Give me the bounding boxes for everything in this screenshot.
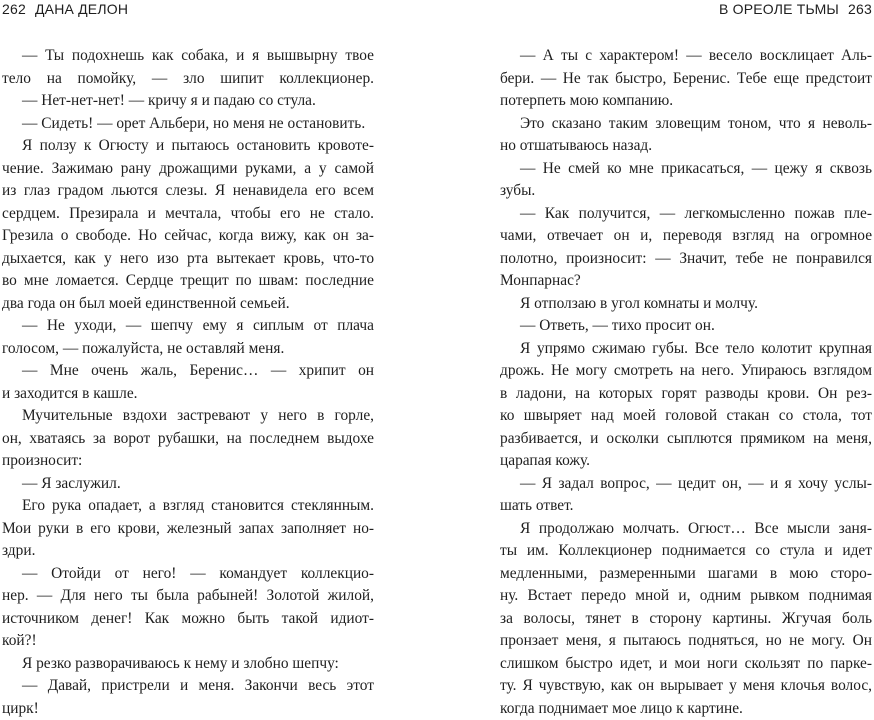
- text-line: Я ползу к Огюсту и пытаюсь остановить кровоте-: [2, 135, 374, 158]
- text-line: но отшатываюсь назад.: [500, 135, 872, 158]
- text-line: шать ответ.: [500, 495, 872, 518]
- text-line: — Отойди от него! — командует коллекцио-: [2, 563, 374, 586]
- text-line: чами, отвечает он и, переводя взгляд на огромное: [500, 225, 872, 248]
- text-line: нер. — Для него ты была рабыней! Золотой жилой,: [2, 585, 374, 608]
- text-line: во мне ломается. Сердце трещит по швам: последние: [2, 270, 374, 293]
- text-line: голосом, — пожалуйста, не оставляй меня.: [2, 338, 374, 361]
- right-page-text: [500, 45, 872, 720]
- text-line: потерпеть мою компанию.: [500, 90, 872, 113]
- text-line: тело на помойку, — зло шипит коллекционер.: [2, 68, 374, 91]
- text-line: сердцем. Презирала и мечтала, чтобы его не стало.: [2, 203, 374, 226]
- text-line: Я резко разворачиваюсь к нему и злобно шепчу:: [2, 653, 374, 676]
- text-line: здри.: [2, 540, 374, 563]
- text-line: дыхается, как у него изо рта вытекает кровь, что-то: [2, 248, 374, 271]
- book-title: В ОРЕОЛЕ ТЬМЫ: [719, 1, 839, 17]
- text-line: разбивается, и осколки сыплются прямиком на меня,: [500, 428, 872, 451]
- text-line: — Я заслужил.: [2, 473, 374, 496]
- left-page-number: 262: [2, 1, 26, 17]
- text-line: — Сидеть! — орет Альбери, но меня не остановить.: [2, 113, 374, 136]
- text-line: два года он был моей единственной семьей.: [2, 293, 374, 316]
- text-line: кой?!: [2, 630, 374, 653]
- text-line: бери. — Не так быстро, Беренис. Тебе еще предстоит: [500, 68, 872, 91]
- text-line: — Мне очень жаль, Беренис… — хрипит он: [2, 360, 374, 383]
- text-line: и заходится в кашле.: [2, 383, 374, 406]
- text-line: полотно, произносит: — Значит, тебе не понравился: [500, 248, 872, 271]
- text-line: — Как получится, — легкомысленно пожав пле-: [500, 203, 872, 226]
- text-line: за волосы, тянет в сторону картины. Жгучая боль: [500, 608, 872, 631]
- text-line: Я упрямо сжимаю губы. Все тело колотит крупная: [500, 338, 872, 361]
- text-line: Монпарнас?: [500, 270, 872, 293]
- text-line: в ладони, на которых горят разводы крови. Он рез-: [500, 383, 872, 406]
- text-line: — Не уходи, — шепчу ему я сиплым от плача: [2, 315, 374, 338]
- text-line: — Я задал вопрос, — цедит он, — и я хочу услы-: [500, 473, 872, 496]
- text-line: произносит:: [2, 450, 374, 473]
- left-page-text: [2, 45, 374, 720]
- text-line: он, хватаясь за ворот рубашки, на последнем выдохе: [2, 428, 374, 451]
- text-line: слишком быстро идет, и мои ноги скользят по парке-: [500, 653, 872, 676]
- text-line: — Давай, пристрели и меня. Закончи весь этот: [2, 675, 374, 698]
- text-line: ну. Встает передо мной и, одним рывком поднимая: [500, 585, 872, 608]
- text-line: Я отползаю в угол комнаты и молчу.: [500, 293, 872, 316]
- text-line: Мучительные вздохи застревают у него в горле,: [2, 405, 374, 428]
- text-line: Это сказано таким зловещим тоном, что я неволь-: [500, 113, 872, 136]
- text-line: пронзает меня, я пытаюсь подняться, но не могу. Он: [500, 630, 872, 653]
- left-running-header: [2, 0, 128, 18]
- text-line: дрожь. Не могу смотреть на него. Упираюсь взглядом: [500, 360, 872, 383]
- text-line: медленными, размеренными шагами в мою сторо-: [500, 563, 872, 586]
- text-line: из глаз градом льются слезы. Я ненавидела его всем: [2, 180, 374, 203]
- text-line: царапая кожу.: [500, 450, 872, 473]
- text-line: источником денег! Как можно быть такой идиот-: [2, 608, 374, 631]
- right-page-number: 263: [848, 1, 872, 17]
- right-running-header: [719, 0, 872, 18]
- text-line: — А ты с характером! — весело восклицает Аль-: [500, 45, 872, 68]
- text-line: ту. Я чувствую, как он вырывает у меня клочья волос,: [500, 675, 872, 698]
- text-line: ты им. Коллекционер поднимается со стула и идет: [500, 540, 872, 563]
- text-line: — Нет-нет-нет! — кричу я и падаю со стула.: [2, 90, 374, 113]
- text-line: Грезила о свободе. Но сейчас, когда вижу, как он за-: [2, 225, 374, 248]
- text-line: зубы.: [500, 180, 872, 203]
- text-line: — Не смей ко мне прикасаться, — цежу я сквозь: [500, 158, 872, 181]
- text-line: ко швыряет над моей головой стакан со стола, тот: [500, 405, 872, 428]
- text-line: цирк!: [2, 698, 374, 720]
- text-line: — Ты подохнешь как собака, и я вышвырну твое: [2, 45, 374, 68]
- text-line: — Ответь, — тихо просит он.: [500, 315, 872, 338]
- text-line: Я продолжаю молчать. Огюст… Все мысли заня-: [500, 518, 872, 541]
- text-line: когда поднимает мое лицо к картине.: [500, 698, 872, 720]
- text-line: чение. Зажимаю рану дрожащими руками, а у самой: [2, 158, 374, 181]
- text-line: Его рука опадает, а взгляд становится стеклянным.: [2, 495, 374, 518]
- text-line: Мои руки в его крови, железный запах заполняет но-: [2, 518, 374, 541]
- author-name: ДАНА ДЕЛОН: [35, 1, 128, 17]
